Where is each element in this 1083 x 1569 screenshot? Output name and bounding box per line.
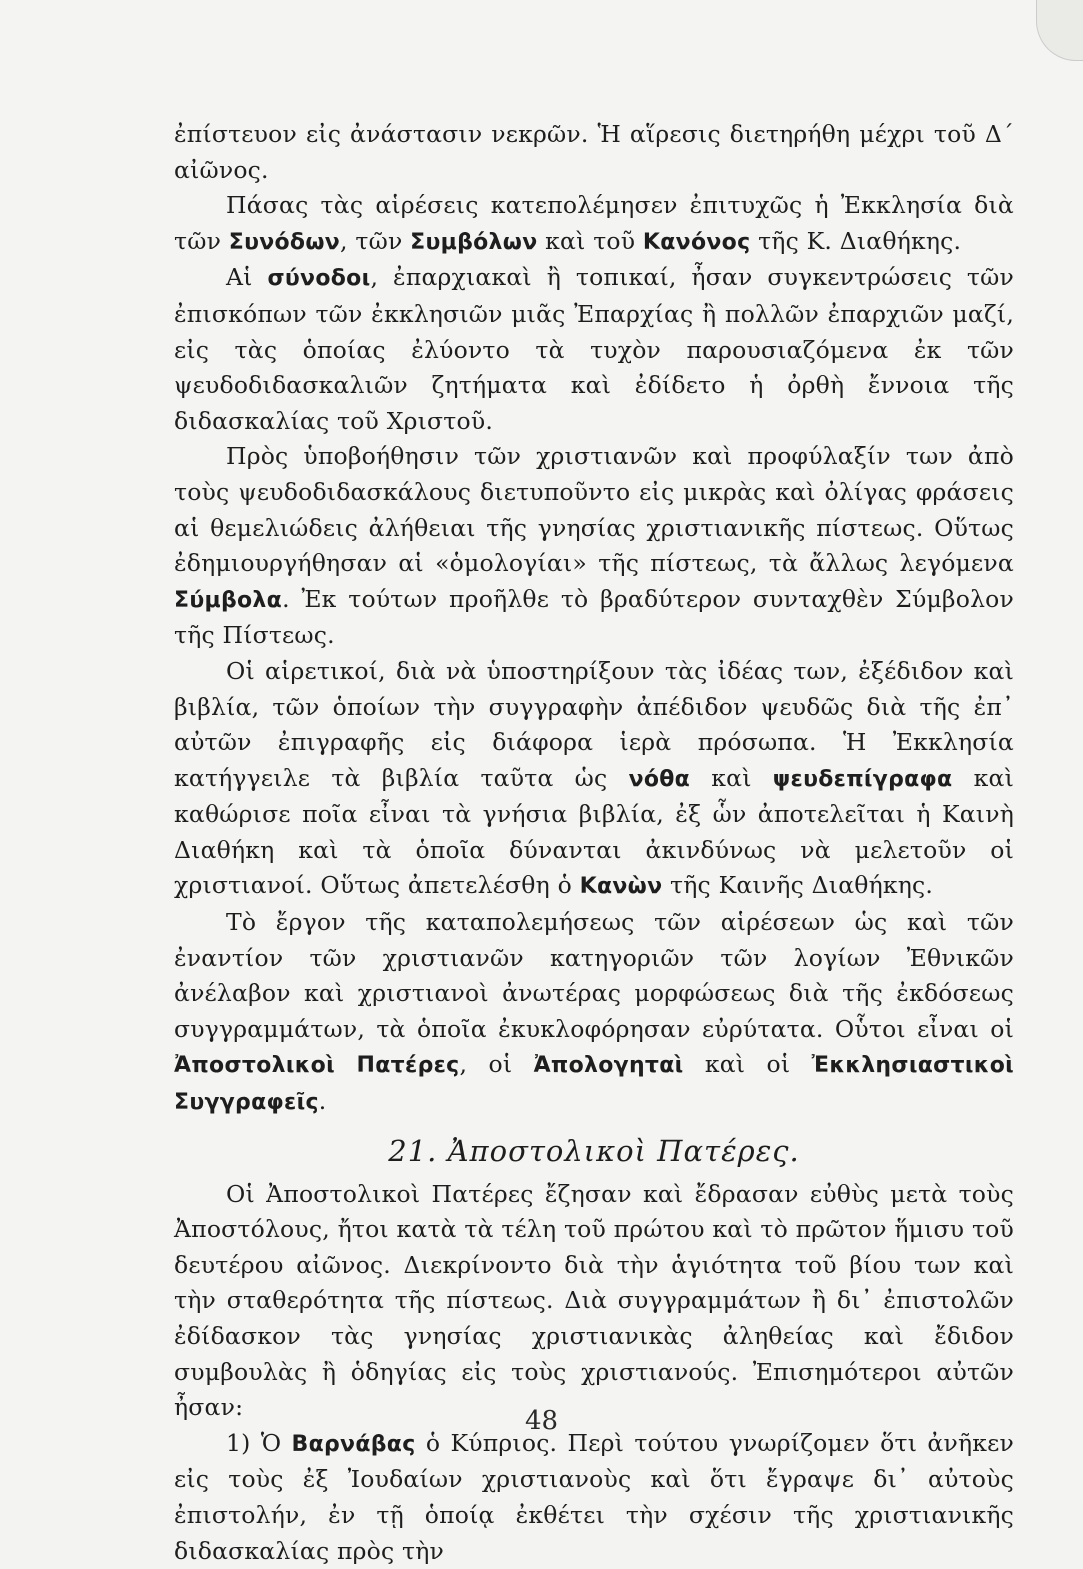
text-run: ἐπίστευον εἰς ἀνάστασιν νεκρῶν. Ἡ αἵρεσις διετηρήθη μέχρι τοῦ Δ΄ αἰῶνος. [174,120,1014,184]
bold-term: Βαρνάβας [291,1431,416,1457]
text-run: Πάσας τὰς αἱρέσεις κατεπολέμησεν ἐπιτυχῶς ἡ Ἐκκλησία διὰ τῶν [174,191,1014,255]
text-run: καὶ [690,763,773,792]
text-run: . [318,1087,327,1116]
paragraph [174,260,1014,439]
text-run: Οἱ Ἀποστολικοὶ Πατέρες ἔζησαν καὶ ἔδρασαν εὐθὺς μετὰ τοὺς Ἀποστόλους, ἤτοι κατὰ τὰ τέλη τοῦ πρώτου καὶ τὸ πρῶτον ἥμισυ τοῦ δευτέρου αἰῶνος. Διεκρίνοντο διὰ τὴν ἁγιότητα τοῦ βίου των καὶ τὴν σταθερότητα τῆς πίστεως. Διὰ συγγραμμάτων ἢ δι᾽ ἐπιστολῶν ἐδίδασκον τὰς γνησίας χριστιανικὰς ἀληθείας καὶ ἔδιδον συμβουλὰς ἢ ὁδηγίας εἰς τοὺς χριστιανούς. Ἐπισημότεροι αὐτῶν ἦσαν: [174,1179,1014,1422]
paragraph [174,117,1014,188]
bold-term: Κανόνος [642,229,751,255]
text-run: Πρὸς ὑποβοήθησιν τῶν χριστιανῶν καὶ προφύλαξίν των ἀπὸ τοὺς ψευδοδιδασκάλους διετυποῦντο εἰς μικρὰς καὶ ὀλίγας φράσεις αἱ θεμελιώδεις ἀλήθειαι τῆς γνησίας χριστιανικῆς πίστεως. Οὕτως ἐδημιουργήθησαν αἱ «ὁμολογίαι» τῆς πίστεως, τὰ ἄλλως λεγόμενα [174,442,1014,578]
text-block-before-section [174,117,1014,1121]
page-number: 48 [524,1406,559,1436]
paragraph [174,905,1014,1121]
paragraph [174,439,1014,654]
text-run: , τῶν [340,226,411,255]
text-run: τῆς Κ. Διαθήκης. [750,226,962,255]
bold-term: Συμβόλων [410,229,538,255]
text-run: ὁ Κύπριος. Περὶ τούτου γνωρίζομεν ὅτι ἀνῆκεν εἰς τοὺς ἐξ Ἰουδαίων χριστιανοὺς καὶ ὅτι ἔγραψε δι᾽ αὐτοὺς ἐπιστολήν, ἐν τῇ ὁποίᾳ ἐκθέτει τὴν σχέσιν τῆς χριστιανικῆς διδασκαλίας πρὸς τὴν [174,1428,1014,1565]
bold-term: σύνοδοι [267,266,371,292]
paragraph [174,654,1014,905]
text-run: Αἱ [226,263,268,292]
bold-term: ψευδεπίγραφα [772,766,953,792]
text-block-after-section [174,1177,1014,1569]
text-run: 1) Ὁ [226,1428,292,1457]
paragraph [174,188,1014,260]
bold-term: Ἀποστολικοὶ Πατέρες [174,1053,460,1079]
text-run: καὶ οἱ [683,1050,812,1079]
bold-term: Κανὼν [579,874,663,900]
library-stamp-edge [1036,0,1083,61]
text-run: . Ἐκ τούτων προῆλθε τὸ βραδύτερον συνταχθὲν Σύμβολον τῆς Πίστεως. [174,584,1014,650]
text-run: Οἱ αἱρετικοί, διὰ νὰ ὑποστηρίξουν τὰς ἰδέας των, ἐξέδιδον καὶ βιβλία, τῶν ὁποίων τὴν συγγραφὴν ἀπέδιδον ψευδῶς διὰ τῆς ἐπ᾽ αὐτῶν ἐπιγραφῆς εἰς διάφορα ἱερὰ πρόσωπα. Ἡ Ἐκκλησία κατήγγειλε τὰ βιβλία ταῦτα ὡς [174,656,1014,792]
bold-term: Σύμβολα [174,587,283,613]
text-run: , ἐπαρχιακαὶ ἢ τοπικαί, ἦσαν συγκεντρώσεις τῶν ἐπισκόπων τῶν ἐκκλησιῶν μιᾶς Ἐπαρχίας ἢ πολλῶν ἐπαρχιῶν μαζί, εἰς τὰς ὁποίας ἐλύοντο τὰ τυχὸν παρουσιαζόμενα ἐκ τῶν ψευδοδιδασκαλιῶν ζητήματα καὶ ἐδίδετο ἡ ὀρθὴ ἔννοια τῆς διδασκαλίας τοῦ Χριστοῦ. [174,263,1014,435]
body-text [174,117,1014,1569]
text-run: καὶ τοῦ [537,226,643,255]
text-run: τῆς Καινῆς Διαθήκης. [662,871,934,900]
paragraph [174,1177,1014,1426]
text-run: , οἱ [459,1050,534,1079]
bold-term: Συνόδων [228,229,341,255]
bold-term: Ἐκκλησιαστικοὶ Συγγραφεῖς [174,1053,1014,1116]
section-title: 21. Ἀποστολικοὶ Πατέρες. [388,1133,800,1168]
bold-term: Ἀπολογηταὶ [533,1053,684,1079]
paragraph [174,1426,1014,1569]
text-run: Τὸ ἔργον τῆς καταπολεμήσεως τῶν αἱρέσεων ὡς καὶ τῶν ἐναντίον τῶν χριστιανῶν κατηγοριῶν τῶν λογίων Ἐθνικῶν ἀνέλαβον καὶ χριστιανοὶ ἀνωτέρας μορφώσεως διὰ τῆς ἐκδόσεως συγγραμμάτων, τὰ ὁποῖα ἐκυκλοφόρησαν εὐρύτατα. Οὗτοι εἶναι οἱ [174,908,1014,1043]
text-run: καὶ καθώρισε ποῖα εἶναι τὰ γνήσια βιβλία, ἐξ ὧν ἀποτελεῖται ἡ Καινὴ Διαθήκη καὶ τὰ ὁποῖα δύνανται ἀκινδύνως νὰ μελετοῦν οἱ χριστιανοί. Οὕτως ἀπετελέσθη ὁ [174,763,1014,900]
bold-term: νόθα [628,766,691,792]
